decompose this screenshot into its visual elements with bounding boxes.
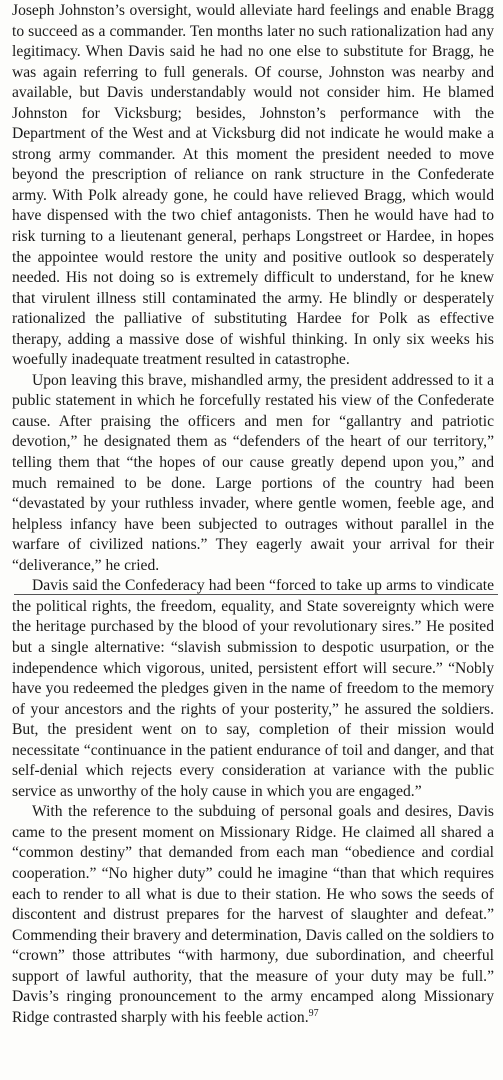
paragraph-4 — [12, 802, 494, 1028]
footnote-marker: 97 — [308, 1007, 319, 1019]
paragraph-4-text: With the reference to the subduing of personal goals and desires, Davis came to the present moment on Missionary Ridge. He claimed all shared a “common destiny” that demanded from each man “obedience and cordial cooperation.” “No higher duty” could he imagine “than that which requires each to render to all what is due to their station. He who sows the seeds of discontent and distrust prepares for the harvest of slaughter and defeat.” Commending their bravery and determination, Davis called on the soldiers to “crown” those attributes “with harmony, due subordination, and cheerful support of lawful authority, that the measure of your duty may be full.” Davis’s ringing pronouncement to the army encamped along Missionary Ridge contrasted sharply with his feeble action. — [12, 803, 494, 1026]
paragraph-1: Joseph Johnston’s oversight, would alleviate hard feelings and enable Bragg to succeed as a commander. Ten months later no such rationalization had any legitimacy. When Davis said he had no one else to substitute for Bragg, he was again referring to full generals. Of course, Johnston was nearby and available, but Davis understandably would not consider him. He blamed Johnston for Vicksburg; besides, Johnston’s performance with the Department of the West and at Vicksburg did not indicate he would make a strong army commander. At this moment the president needed to move beyond the prescription of reliance on rank structure in the Confederate army. With Polk already gone, he could have relieved Bragg, which would have dispensed with the two chief antagonists. Then he would have had to risk turning to a lieutenant general, perhaps Longstreet or Hardee, in hopes the appointee would restore the unity and positive outlook so desperately needed. His not doing so is extremely difficult to understand, for he knew that virulent illness still contaminated the army. He blindly or desperately rationalized the palliative of substituting Hardee for Polk as effective therapy, adding a massive dose of wishful thinking. In only six weeks his woefully inadequate treatment resulted in catastrophe. — [12, 2, 494, 369]
paragraph-2: Upon leaving this brave, mishandled army, the president addressed to it a public statement in which he forcefully restated his view of the Confederate cause. After praising the officers and men for “gallantry and patriotic devotion,” he designated them as “defenders of the heart of our territory,” telling them that “the hopes of our cause greatly depend upon you,” and much remained to be done. Large portions of the country had been “devastated by your ruthless invader, where gentle women, feeble age, and helpless infancy have been subjected to outrages without parallel in the warfare of civilized nations.” They eagerly await your arrival for their “deliverance,” he cried. — [12, 371, 494, 574]
pen-underline — [14, 594, 498, 595]
paragraph-3: Davis said the Confederacy had been “forced to take up arms to vindicate the political rights, the freedom, equality, and State sovereignty which were the heritage purchased by the blood of your revolutionary sires.” He posited but a single alternative: “slavish submission to despotic usurpation, or the independence which vigorous, united, persistent effort will secure.” “Nobly have you redeemed the pledges given in the name of freedom to the memory of your ancestors and the rights of your posterity,” he assured the soldiers. But, the president went on to say, completion of their mission would necessitate “continuance in the patient endurance of toil and danger, and that self-denial which rejects every consideration at variance with the public service as unworthy of the holy cause in which you are engaged.” — [12, 577, 494, 800]
